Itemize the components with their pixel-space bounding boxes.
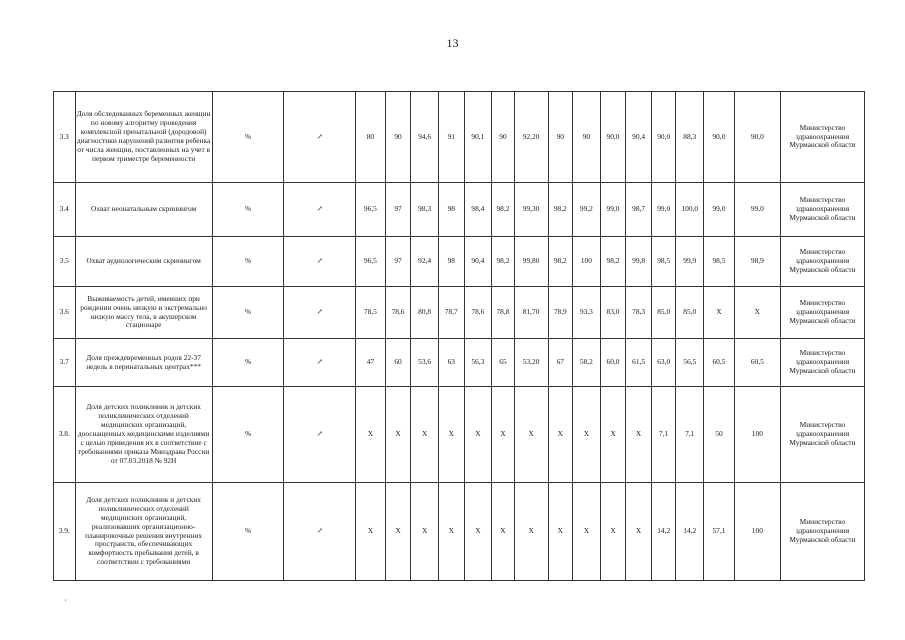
value-cell: 50 [704,387,735,483]
value-cell: Х [704,287,735,339]
value-cell: 99,0 [734,183,780,237]
value-cell: Х [514,387,548,483]
value-cell: 90 [492,92,515,183]
value-cell: 80 [356,92,386,183]
value-cell: 98,2 [548,183,573,237]
unit-cell: % [212,237,284,287]
value-cell: 53,20 [514,339,548,387]
responsible-org: Министерство здравоохранения Мурманской области [780,483,864,581]
value-cell: Х [411,387,439,483]
value-cell: 90,0 [734,92,780,183]
value-cell: 98 [438,183,464,237]
value-cell: 99,2 [573,183,601,237]
value-cell: 98,7 [626,183,652,237]
table-row [54,287,865,339]
unit-cell: % [212,92,284,183]
value-cell: 53,6 [411,339,439,387]
value-cell: Х [492,483,515,581]
value-cell: 60,0 [600,339,626,387]
value-cell: 78,8 [492,287,515,339]
responsible-org: Министерство здравоохранения Мурманской области [780,237,864,287]
table-row [54,237,865,287]
value-cell: 90,0 [651,92,676,183]
table-row [54,387,865,483]
value-cell: 78,6 [385,287,411,339]
value-cell: 81,70 [514,287,548,339]
unit-cell: % [212,183,284,237]
value-cell: 98,2 [600,237,626,287]
value-cell: 98 [438,237,464,287]
value-cell: 56,5 [676,339,704,387]
trend-arrow-icon: ↗ [284,483,356,581]
value-cell: Х [438,483,464,581]
trend-arrow-icon: ↗ [284,287,356,339]
row-number: 3.9. [54,483,76,581]
value-cell: Х [464,387,492,483]
responsible-org: Министерство здравоохранения Мурманской области [780,183,864,237]
value-cell: 88,3 [676,92,704,183]
value-cell: 90,1 [464,92,492,183]
value-cell: Х [411,483,439,581]
value-cell: 80,8 [411,287,439,339]
responsible-org: Министерство здравоохранения Мурманской области [780,287,864,339]
value-cell: Х [548,387,573,483]
value-cell: Х [548,483,573,581]
value-cell: 92,4 [411,237,439,287]
value-cell: 78,6 [464,287,492,339]
responsible-org: Министерство здравоохранения Мурманской области [780,92,864,183]
value-cell: 90 [573,92,601,183]
row-number: 3.7 [54,339,76,387]
table-row [54,92,865,183]
value-cell: 93,3 [573,287,601,339]
indicator-name: Охват неонатальным скринингом [75,183,212,237]
value-cell: 99,30 [514,183,548,237]
trend-arrow-icon: ↗ [284,339,356,387]
value-cell: 63,0 [651,339,676,387]
value-cell: 99,0 [600,183,626,237]
indicator-name: Охват аудиологическим скринингом [75,237,212,287]
value-cell: 98,4 [464,183,492,237]
value-cell: 60,5 [734,339,780,387]
value-cell: 91 [438,92,464,183]
value-cell: 100 [573,237,601,287]
value-cell: 83,0 [600,287,626,339]
value-cell: 96,5 [356,183,386,237]
value-cell: 90,4 [464,237,492,287]
trend-arrow-icon: ↗ [284,92,356,183]
value-cell: 90,4 [626,92,652,183]
value-cell: Х [438,387,464,483]
row-number: 3.5 [54,237,76,287]
value-cell: 98,9 [734,237,780,287]
value-cell: 85,0 [651,287,676,339]
trend-arrow-icon: ↗ [284,237,356,287]
value-cell: 78,7 [438,287,464,339]
value-cell: 78,9 [548,287,573,339]
value-cell: Х [492,387,515,483]
value-cell: 60,5 [704,339,735,387]
trend-arrow-icon: ↗ [284,387,356,483]
value-cell: Х [385,483,411,581]
value-cell: 98,2 [492,237,515,287]
value-cell: Х [600,483,626,581]
table-row [54,339,865,387]
value-cell: 100 [734,387,780,483]
trend-arrow-icon: ↗ [284,183,356,237]
responsible-org: Министерство здравоохранения Мурманской области [780,387,864,483]
indicator-name: Доля обследованных беременных женщин по новому алгоритму проведения комплексной пренатальной (дородовой) диагностики нарушений развития ребенка от числа женщин, поставленных на учет в первом триместре беременности [75,92,212,183]
indicator-name: Доля детских поликлиник и детских поликлинических отделений медицинских организаций, реализовавших организационно-планировочные решения внутренних пространств, обеспечивающих комфортность пребывания детей, в соответствии с требованиями [75,483,212,581]
value-cell: Х [514,483,548,581]
value-cell: 96,5 [356,237,386,287]
value-cell: 78,5 [356,287,386,339]
value-cell: 99,0 [651,183,676,237]
scan-mark: ' [65,598,67,607]
value-cell: 98,5 [651,237,676,287]
value-cell: 90,0 [600,92,626,183]
indicator-name: Доля детских поликлиник и детских поликлинических отделений медицинских организаций, дооснащенных медицинскими изделиями с целью приведения их в соответствие с требованиями приказа Минздрава России от 07.03.2018 № 92Н [75,387,212,483]
value-cell: 99,80 [514,237,548,287]
value-cell: 61,5 [626,339,652,387]
value-cell: Х [626,387,652,483]
value-cell: 98,2 [548,237,573,287]
value-cell: 100 [734,483,780,581]
value-cell: 98,2 [492,183,515,237]
value-cell: 99,8 [626,237,652,287]
table-row [54,483,865,581]
value-cell: 99,9 [676,237,704,287]
value-cell: 57,1 [704,483,735,581]
value-cell: 100,0 [676,183,704,237]
value-cell: 94,6 [411,92,439,183]
table-row [54,183,865,237]
row-number: 3.4 [54,183,76,237]
value-cell: 7,1 [676,387,704,483]
value-cell: Х [356,483,386,581]
value-cell: Х [356,387,386,483]
value-cell: 98,5 [704,237,735,287]
value-cell: Х [734,287,780,339]
value-cell: 97 [385,183,411,237]
value-cell: 90 [548,92,573,183]
row-number: 3.8. [54,387,76,483]
value-cell: 99,0 [704,183,735,237]
responsible-org: Министерство здравоохранения Мурманской области [780,339,864,387]
value-cell: 47 [356,339,386,387]
row-number: 3.3 [54,92,76,183]
value-cell: 56,3 [464,339,492,387]
value-cell: Х [573,387,601,483]
value-cell: Х [626,483,652,581]
value-cell: Х [573,483,601,581]
value-cell: 92,20 [514,92,548,183]
value-cell: Х [464,483,492,581]
value-cell: 60 [385,339,411,387]
value-cell: 85,0 [676,287,704,339]
value-cell: Х [600,387,626,483]
value-cell: 90 [385,92,411,183]
unit-cell: % [212,287,284,339]
value-cell: Х [385,387,411,483]
value-cell: 90,0 [704,92,735,183]
value-cell: 14,2 [651,483,676,581]
indicators-table [53,91,865,581]
unit-cell: % [212,387,284,483]
indicator-name: Доля преждевременных родов 22-37 недель в перинатальных центрах*** [75,339,212,387]
value-cell: 97 [385,237,411,287]
row-number: 3.6 [54,287,76,339]
value-cell: 67 [548,339,573,387]
indicator-name: Выживаемость детей, имевших при рождении очень низкую и экстремально низкую массу тела, в акушерском стационаре [75,287,212,339]
value-cell: 63 [438,339,464,387]
value-cell: 14,2 [676,483,704,581]
unit-cell: % [212,339,284,387]
value-cell: 65 [492,339,515,387]
value-cell: 78,3 [626,287,652,339]
value-cell: 7,1 [651,387,676,483]
unit-cell: % [212,483,284,581]
value-cell: 58,2 [573,339,601,387]
page-number: 13 [446,36,459,50]
value-cell: 98,3 [411,183,439,237]
